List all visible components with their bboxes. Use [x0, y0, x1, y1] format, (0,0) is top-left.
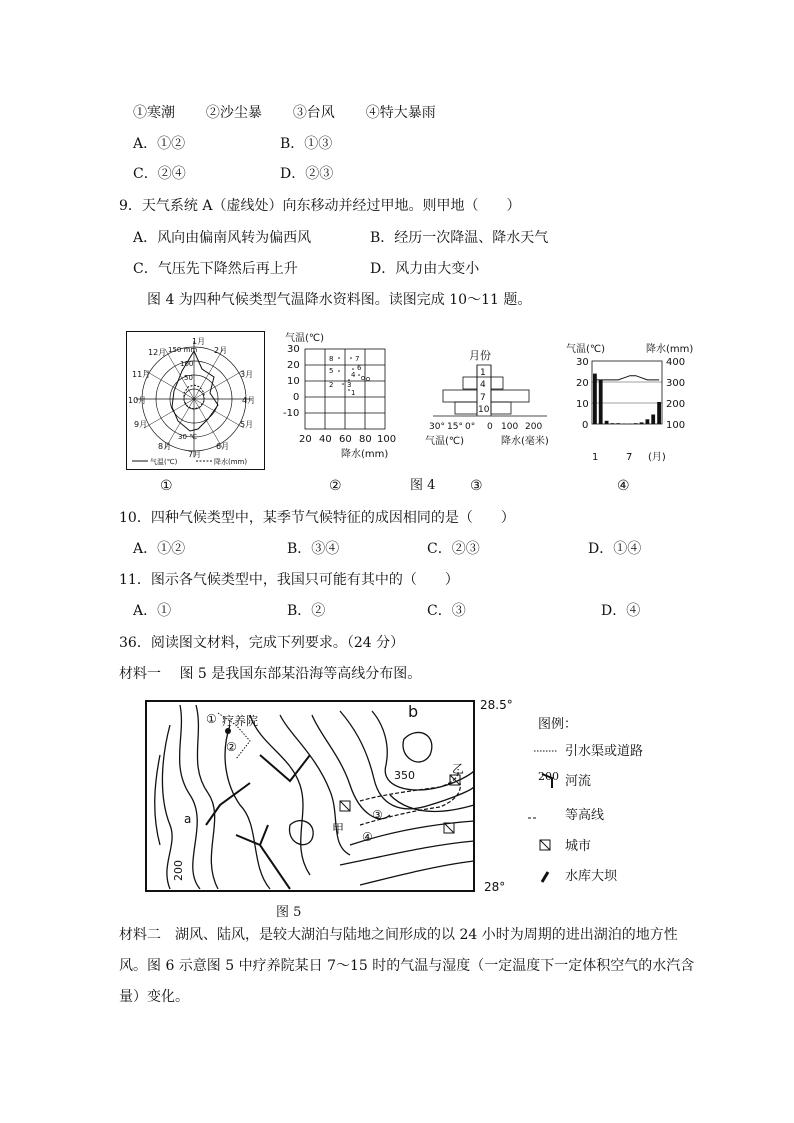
c4-ytick-l-30: 30	[576, 357, 589, 368]
c4-ytick-r-300: 300	[666, 378, 686, 389]
fig4-label-3: ③	[470, 478, 483, 494]
q11-choice-a: A．①	[133, 603, 172, 619]
c2-xtick-100: 100	[377, 434, 397, 445]
fig5-legend-title: 图例：	[538, 717, 578, 732]
c4-precip-bar	[616, 423, 620, 424]
c4-precip-bar	[634, 423, 638, 424]
fig4-chart1	[126, 331, 265, 470]
q8-choice-b: B．①③	[280, 136, 333, 152]
fig5-lat-bottom: 28°	[484, 880, 506, 894]
c4-precip-bar	[640, 422, 644, 424]
c3-xtick-0: 0	[487, 422, 493, 432]
fig5-legend-city: 城市	[565, 839, 592, 854]
q11-choice-d: D．④	[601, 603, 641, 619]
fig5-200: 200	[172, 860, 185, 881]
q36-stem: 36．阅读图文材料，完成下列要求。（24 分）	[119, 635, 405, 651]
fig5-legend-dam: 水库大坝	[565, 869, 618, 884]
c1-month-7: 7月	[188, 450, 202, 459]
c3-month-7: 7	[480, 393, 486, 403]
c1-legend-precip: 降水(mm)	[214, 458, 248, 466]
q9-choice-c: C．气压先下降然后再上升	[133, 261, 298, 277]
q10-choice-a: A．①②	[133, 541, 186, 557]
c2-ylabel: 气温(℃)	[285, 333, 325, 344]
q10-choice-d: D．①④	[588, 541, 642, 557]
c2-xtick-40: 40	[319, 434, 332, 445]
q8-option-1: ①寒潮	[133, 105, 175, 121]
c3-title: 月份	[469, 349, 491, 362]
c2-point-5: 5	[329, 367, 334, 375]
c1-month-1: 1月	[192, 337, 206, 346]
c4-precip-bar	[657, 402, 661, 424]
fig5-legend-200: 200	[538, 770, 559, 783]
fig4-label-1: ①	[160, 478, 173, 494]
fig5-caption: 图 5	[276, 905, 302, 920]
c2-point-3: 3	[347, 381, 352, 389]
fig5-lat-top: 28.5°	[480, 698, 513, 712]
q9-stem: 9．天气系统 A（虚线处）向东移动并经过甲地。则甲地（ ）	[119, 198, 521, 214]
c2-ytick-30: 30	[287, 344, 300, 355]
c1-month-8: 8月	[158, 442, 172, 451]
c2-point-6: 6	[357, 364, 362, 372]
c4-ytick-r-200: 200	[666, 399, 686, 410]
c3-xtick-15: 15°	[447, 422, 463, 432]
q8-option-4: ④特大暴雨	[365, 105, 436, 121]
fig4-intro: 图 4 为四种气候类型气温降水资料图。读图完成 10～11 题。	[147, 292, 532, 308]
c2-point-8: 8	[329, 355, 334, 363]
q8-options-row	[133, 104, 436, 122]
c1-month-11: 11月	[132, 370, 151, 379]
c4-xtick-7: 7	[626, 452, 633, 463]
fig5-jia: 甲	[332, 822, 345, 836]
c1-legend-temp: 气温(℃)	[150, 458, 178, 466]
fig4-chart2	[283, 331, 408, 467]
c2-ytick-10: 10	[287, 376, 300, 387]
fig5-b: b	[408, 702, 419, 721]
c4-precip-bar	[628, 424, 632, 425]
c4-precip-bar	[599, 380, 603, 424]
c3-xtick-0deg: 0°	[465, 422, 476, 432]
c2-ytick-0: 0	[293, 392, 300, 403]
c2-ytick-m10: -10	[283, 408, 300, 419]
c4-ylabel-left: 气温(℃)	[566, 344, 606, 355]
fig4-chart3	[425, 345, 550, 449]
c4-precip-bar	[611, 423, 615, 424]
c1-month-5: 5月	[240, 420, 254, 429]
c4-ylabel-right: 降水(mm)	[646, 344, 694, 355]
c3-xtick-30: 30°	[429, 422, 445, 432]
fig5-mark-2: ②	[226, 740, 237, 754]
c2-xtick-60: 60	[339, 434, 352, 445]
q11-choice-c: C．③	[427, 603, 466, 619]
c3-month-1: 1	[480, 368, 486, 378]
c1-ring-50: 50	[184, 374, 193, 382]
material2-line-1: 材料二 湖风、陆风，是较大湖泊与陆地之间形成的以 24 小时为周期的进出湖泊的地方性	[119, 927, 678, 943]
c3-month-4: 4	[480, 380, 486, 390]
q10-choice-b: B．③④	[287, 541, 340, 557]
c2-point-2: 2	[329, 381, 334, 389]
c1-ring-150: 150 mm	[168, 346, 198, 354]
fig4-label-4: ④	[617, 478, 630, 494]
c2-point-1: 1	[351, 389, 356, 397]
q8-choice-a: A．①②	[133, 136, 186, 152]
c2-point-7: 7	[355, 355, 360, 363]
fig4-label-2: ②	[329, 478, 342, 494]
c4-ytick-r-400: 400	[666, 357, 686, 368]
q9-choice-d: D．风力由大变小	[370, 261, 480, 277]
fig5-mark-1: ①	[206, 712, 217, 726]
material2-line-3: 量）变化。	[119, 989, 189, 1005]
c4-temp-line	[595, 376, 659, 380]
q8-choice-d: D．②③	[280, 166, 334, 182]
q10-choice-c: C．②③	[427, 541, 480, 557]
fig4-chart4	[562, 340, 700, 464]
q10-stem: 10．四种气候类型中，某季节气候特征的成因相同的是（ ）	[119, 510, 515, 526]
fig5-legend-contour: 等高线	[565, 808, 605, 823]
material2-line-2: 风。图 6 示意图 5 中疗养院某日 7～15 时的气温与湿度（一定温度下一定体积空气的水汽含	[119, 958, 695, 974]
fig5-mark-4: ④	[362, 830, 373, 844]
fig5-350: 350	[394, 769, 415, 782]
c4-xtick-1: 1	[592, 452, 599, 463]
c2-xlabel: 降水(mm)	[341, 449, 389, 460]
c3-month-10: 10	[478, 405, 490, 415]
q8-choice-c: C．②④	[133, 166, 186, 182]
fig5-map	[140, 695, 526, 895]
fig5-mark-3: ③	[372, 808, 383, 822]
c2-xtick-20: 20	[299, 434, 312, 445]
q9-choice-b: B．经历一次降温、降水天气	[370, 230, 549, 246]
material1: 材料一 图 5 是我国东部某沿海等高线分布图。	[119, 666, 422, 682]
c4-ytick-l-20: 20	[576, 378, 589, 389]
c3-right-label: 降水(毫米)	[501, 436, 549, 447]
c4-ytick-l-0: 0	[582, 420, 589, 431]
c1-month-4: 4月	[242, 396, 256, 405]
c4-precip-bar	[651, 415, 655, 425]
fig4-caption: 图 4	[410, 478, 436, 493]
c1-month-3: 3月	[240, 370, 254, 379]
c2-ytick-20: 20	[287, 360, 300, 371]
c3-xtick-100: 100	[501, 422, 519, 432]
c1-month-2: 2月	[214, 346, 228, 355]
c1-month-9: 9月	[134, 420, 148, 429]
fig5-yi: 乙	[452, 762, 465, 776]
fig5-legend-symbols	[528, 740, 568, 890]
c1-ring-100: 100	[180, 360, 194, 368]
c3-xtick-200: 200	[525, 422, 543, 432]
c2-xtick-80: 80	[359, 434, 372, 445]
q11-choice-b: B．②	[287, 603, 326, 619]
c4-precip-bar	[622, 424, 626, 425]
c1-month-10: 10月	[128, 396, 147, 405]
q9-choice-a: A．风向由偏南风转为偏西风	[133, 230, 312, 246]
c3-left-label: 气温(℃)	[425, 436, 465, 447]
c4-xtick-month: (月)	[648, 452, 666, 463]
q11-stem: 11．图示各气候类型中，我国只可能有其中的（ ）	[119, 572, 459, 588]
c4-precip-bar	[605, 421, 609, 424]
fig5-place: 疗养院	[222, 714, 259, 728]
c1-month-12: 12月	[148, 348, 167, 357]
fig5-a: a	[184, 812, 192, 826]
fig5-legend-river: 河流	[565, 774, 592, 789]
c4-ytick-l-10: 10	[576, 399, 589, 410]
c4-precip-bar	[593, 374, 597, 424]
c4-precip-bar	[646, 419, 650, 424]
q8-option-3: ③台风	[292, 105, 335, 121]
fig5-legend-canal: 引水渠或道路	[565, 744, 644, 759]
c1-ring-30: 30 ℃	[178, 433, 197, 441]
c1-month-6: 6月	[216, 442, 230, 451]
c2-point-4: 4	[351, 371, 356, 379]
c4-ytick-r-100: 100	[666, 420, 686, 431]
q8-option-2: ②沙尘暴	[205, 105, 262, 121]
